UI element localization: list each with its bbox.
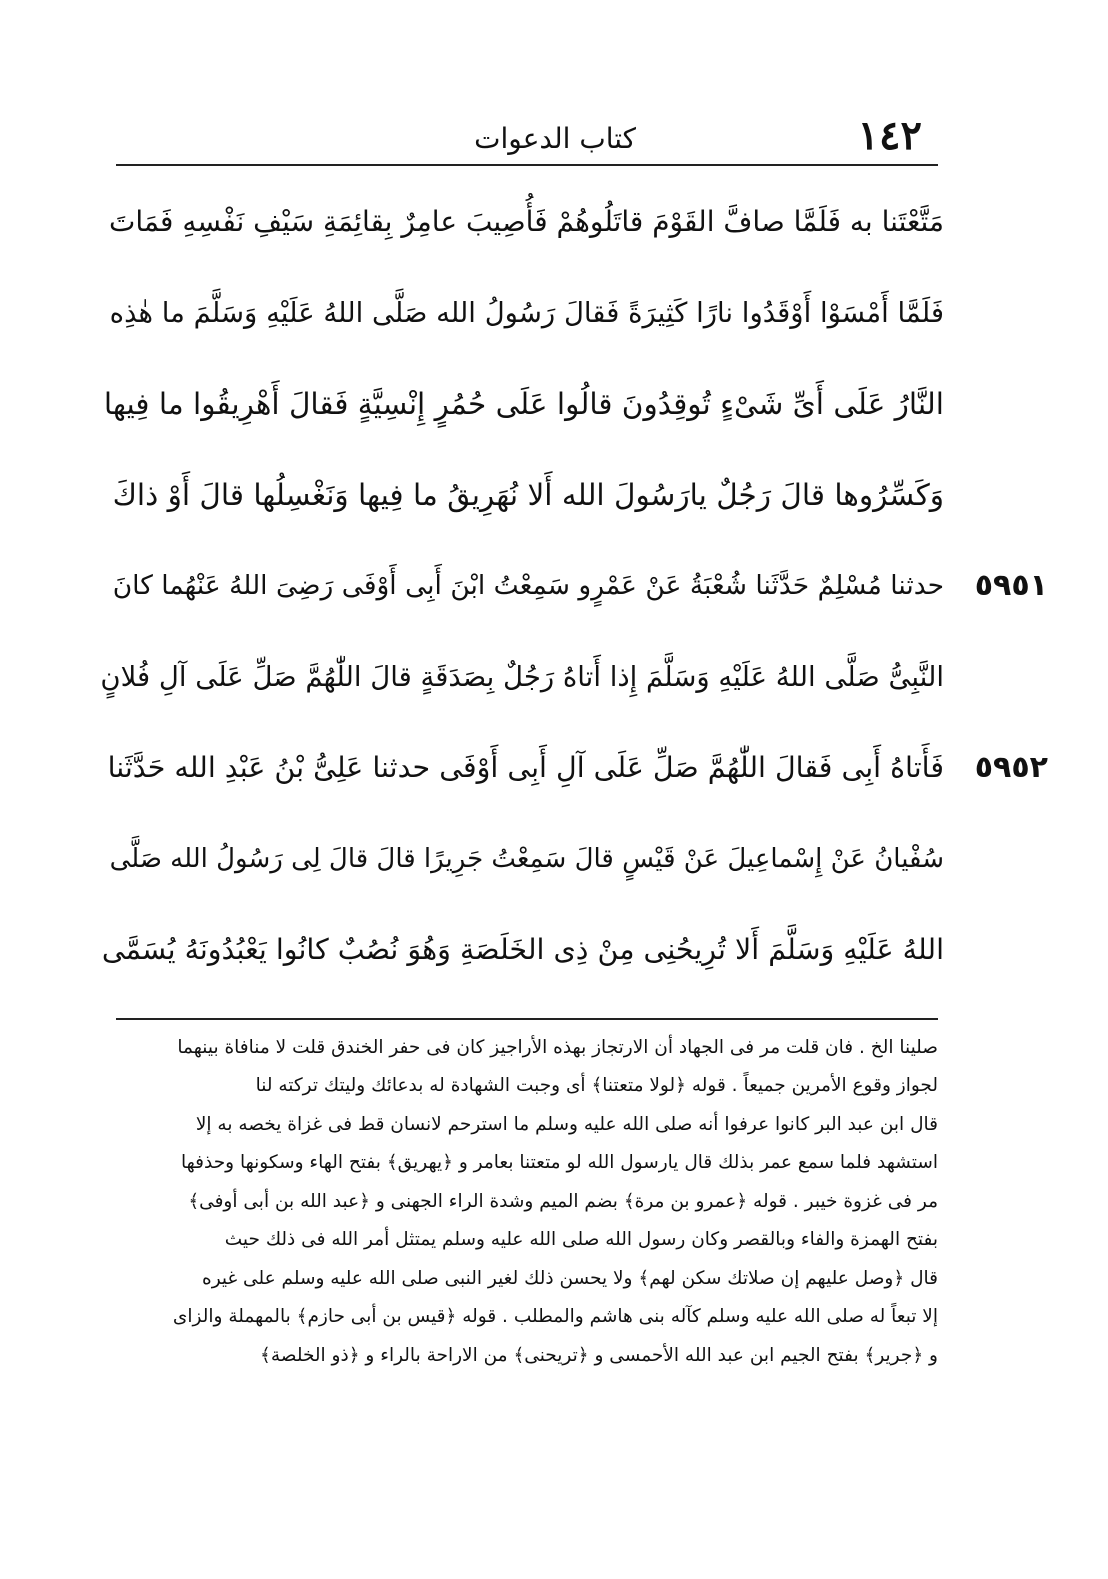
text-line-content: سُفْيانُ عَنْ إِسْماعِيلَ عَنْ قَيْسٍ قالَ سَمِعْتُ جَرِيرًا قالَ قالَ لِى رَسُولُ الله صَلَّى [109, 843, 944, 874]
commentary-line: قال ﴿وصل عليهم إن صلاتك سكن لهم﴾ ولا يحسن ذلك لغير النبى صلى الله عليه وسلم على غيره [202, 1267, 938, 1289]
text-line [96, 813, 948, 904]
text-line [96, 904, 948, 995]
header-rule [116, 164, 938, 166]
commentary-line: صلينا الخ . فان قلت مر فى الجهاد أن الارتجاز بهذه الأراجيز كان فى حفر الخندق قلت لا منافاة بينهما [177, 1036, 938, 1058]
hadith-number: ٥٩٥١ [974, 568, 1048, 603]
commentary-line: و ﴿جرير﴾ بفتح الجيم ابن عبد الله الأحمسى و ﴿تريحنى﴾ من الاراحة بالراء و ﴿ذو الخلصة﴾ [260, 1344, 938, 1366]
text-line-content: مَتَّعْتَنا به فَلَمَّا صافَّ القَوْمَ قاتَلُوهُمْ فَأُصِيبَ عامِرٌ بِقائِمَةِ سَيْفِ نَفْسِهِ فَمَاتَ [108, 205, 944, 238]
commentary-line: إلا تبعاً له صلى الله عليه وسلم كآله بنى هاشم والمطلب . قوله ﴿قيس بن أبى حازم﴾ بالمهملة والزاى [172, 1306, 938, 1328]
text-line [96, 267, 948, 358]
text-line [96, 449, 948, 540]
hadith-text [96, 176, 1048, 995]
commentary-line: قال ابن عبد البر كانوا عرفوا أنه صلى الله عليه وسلم ما استرحم لانسان قط فى غزاة يخصه به إلا [195, 1113, 938, 1135]
text-line-content: حدثنا مُسْلِمٌ حَدَّثَنا شُعْبَةُ عَنْ عَمْرٍو سَمِعْتُ ابْنَ أَبِى أَوْفَى رَضِىَ اللهُ عَنْهُما كانَ [112, 570, 944, 601]
commentary-line: بفتح الهمزة والفاء وبالقصر وكان رسول الله صلى الله عليه وسلم يمتثل أمر الله فى ذلك حيث [224, 1229, 938, 1251]
text-line [96, 722, 1048, 813]
text-line-content: النَّارُ عَلَى أَىِّ شَىْءٍ تُوقِدُونَ قالُوا عَلَى حُمُرٍ إِنْسِيَّةٍ فَقالَ أَهْرِيقُوا ما فِيها [103, 386, 944, 421]
commentary-line: استشهد فلما سمع عمر بذلك قال يارسول الله لو متعتنا بعامر و ﴿يهريق﴾ بفتح الهاء وسكونها وحذفها [181, 1152, 938, 1174]
text-line [96, 631, 948, 722]
text-line-content: اللهُ عَلَيْهِ وَسَلَّمَ أَلا تُرِيحُنِى مِنْ ذِى الخَلَصَةِ وَهُوَ نُصُبٌ كانُوا يَعْبُدُونَهُ يُسَمَّى [101, 933, 944, 966]
text-line [96, 358, 948, 449]
text-line-content: وَكَسِّرُوها قالَ رَجُلٌ يارَسُولَ الله أَلا نُهَرِيقُ ما فِيها وَنَغْسِلُها قالَ أَوْ ذاكَ [112, 477, 944, 512]
hadith-number: ٥٩٥٢ [974, 750, 1048, 785]
commentary-rule [116, 1018, 938, 1020]
page-number: ١٤٢ [857, 112, 922, 159]
text-line-content: فَلَمَّا أَمْسَوْا أَوْقَدُوا نارًا كَثِيرَةً فَقالَ رَسُولُ الله صَلَّى اللهُ عَلَيْهِ وَسَلَّمَ ما هٰذِه [109, 296, 944, 329]
text-line [96, 540, 1048, 631]
text-line [96, 176, 948, 267]
commentary-line: مر فى غزوة خيبر . قوله ﴿عمرو بن مرة﴾ بضم الميم وشدة الراء الجهنى و ﴿عبد الله بن أبى أوفى﴾ [188, 1190, 938, 1212]
commentary-line: لجواز وقوع الأمرين جميعاً . قوله ﴿لولا متعتنا﴾ أى وجبت الشهادة له بدعائك وليتك تركته لنا [255, 1075, 938, 1097]
book-title: كتاب الدعوات [474, 122, 636, 155]
text-line-content: النَّبِىُّ صَلَّى اللهُ عَلَيْهِ وَسَلَّمَ إِذا أَتاهُ رَجُلٌ بِصَدَقَةٍ قالَ اللّٰهُمَّ صَلِّ عَلَى آلِ فُلانٍ [100, 660, 944, 693]
commentary [118, 1028, 938, 1375]
text-line-content: فَأَتاهُ أَبِى فَقالَ اللّٰهُمَّ صَلِّ عَلَى آلِ أَبِى أَوْفَى حدثنا عَلِىُّ بْنُ عَبْدِ الله حَدَّثَنا [107, 751, 944, 784]
page-header [116, 112, 936, 164]
